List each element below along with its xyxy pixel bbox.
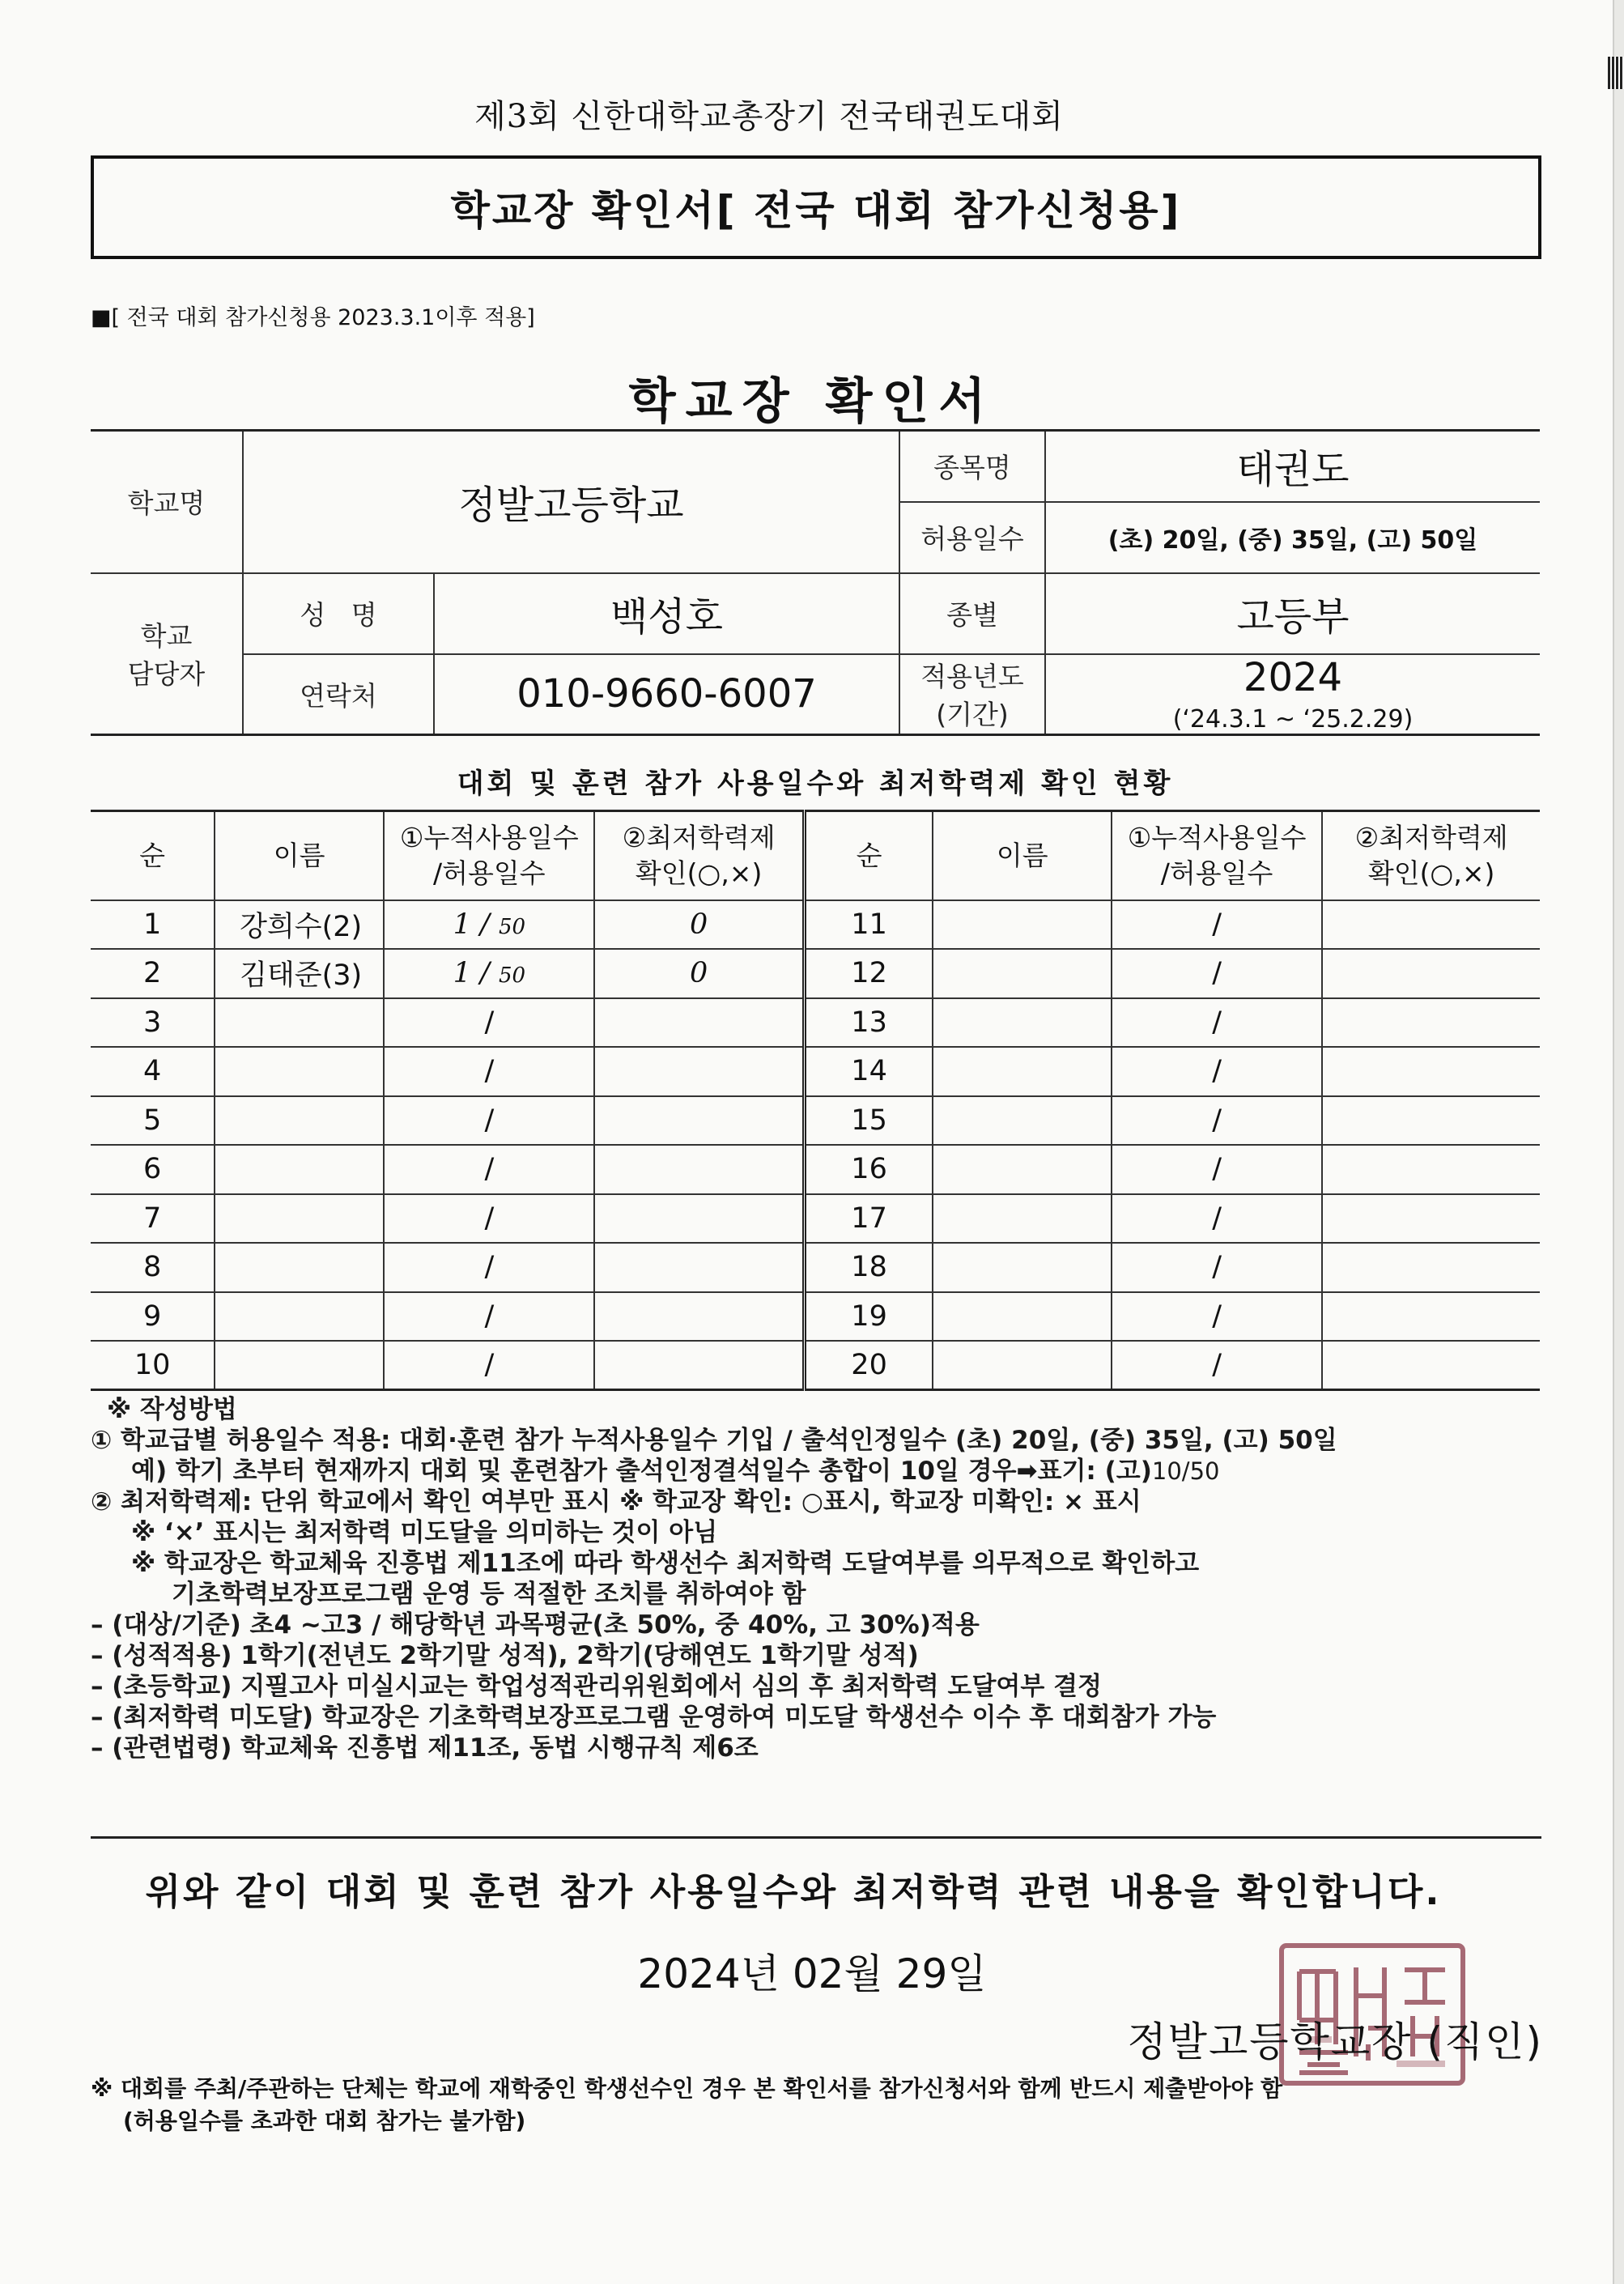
days-cell: / <box>384 1096 594 1146</box>
athlete-name <box>933 998 1112 1048</box>
instruction-line: ① 학교급별 허용일수 적용: 대회·훈련 참가 누적사용일수 기입 / 출석인정일수 (초) 20일, (중) 35일, (고) 50일 <box>91 1426 1337 1455</box>
row-no: 8 <box>91 1243 215 1292</box>
table-row <box>91 1047 1540 1096</box>
athlete-name <box>215 1292 384 1342</box>
allowed-days: 50 <box>498 963 526 989</box>
sport-value: 태권도 <box>1045 431 1540 502</box>
form-box-title: 학교장 확인서[ 전국 대회 참가신청용] <box>91 155 1541 259</box>
athlete-name <box>215 1341 384 1390</box>
row-no: 13 <box>804 998 933 1048</box>
athlete-name <box>215 1194 384 1244</box>
table-row <box>91 1145 1540 1194</box>
instruction-line: ② 최저학력제: 단위 학교에서 확인 여부만 표시 ※ 학교장 확인: ○표시, 학교장 미확인: × 표시 <box>91 1487 1141 1516</box>
header-name: 이름 <box>933 811 1112 900</box>
division-value: 고등부 <box>1045 573 1540 654</box>
confirmation-statement: 위와 같이 대회 및 훈련 참가 사용일수와 최저학력 관련 내용을 확인합니다. <box>145 1870 1442 1913</box>
header-no: 순 <box>91 811 215 900</box>
contact-group-label-2: 담당자 <box>127 658 206 691</box>
days-cell: / <box>1112 949 1322 998</box>
athlete-name: 김태준(3) <box>215 949 384 998</box>
footer-line: ※ 대회를 주최/주관하는 단체는 학교에 재학중인 학생선수인 경우 본 확인서를 참가신청서와 함께 반드시 제출받아야 함 <box>91 2075 1283 2102</box>
academic-check <box>1322 949 1540 998</box>
days-cell: / <box>1112 1145 1322 1194</box>
allow-days-value: (초) 20일, (중) 35일, (고) 50일 <box>1045 502 1540 573</box>
name-label: 성 명 <box>243 573 434 654</box>
contact-group-label <box>91 573 243 735</box>
division-label: 종별 <box>899 573 1045 654</box>
athlete-name <box>933 1292 1112 1342</box>
days-cell: / <box>1112 1194 1322 1244</box>
instruction-line: ※ ‘×’ 표시는 최저학력 미도달을 의미하는 것이 아님 <box>131 1518 718 1547</box>
row-no: 14 <box>804 1047 933 1096</box>
academic-check <box>1322 1096 1540 1146</box>
days-cell: / <box>1112 1243 1322 1292</box>
instruction-line: 예) 학기 초부터 현재까지 대회 및 훈련참가 출석인정결석일수 총합이 10일 경우➡표기: (고)10/50 <box>131 1457 1220 1486</box>
row-no: 7 <box>91 1194 215 1244</box>
academic-check <box>594 1145 804 1194</box>
table-row <box>91 998 1540 1048</box>
athlete-name <box>933 1145 1112 1194</box>
instruction-line: – (성적적용) 1학기(전년도 2학기말 성적), 2학기(당해연도 1학기말 성적) <box>91 1641 919 1670</box>
academic-check <box>594 1243 804 1292</box>
divider <box>91 1836 1541 1839</box>
instructions <box>91 1394 1548 1763</box>
table-row <box>91 949 1540 998</box>
table-row <box>91 1194 1540 1244</box>
allow-days-label: 허용일수 <box>899 502 1045 573</box>
athlete-name <box>933 949 1112 998</box>
header-days: ①누적사용일수 /허용일수 <box>384 811 594 900</box>
main-title: 학교장 확인서 <box>628 373 996 430</box>
table-row <box>91 1096 1540 1146</box>
used-days: 1 <box>453 957 471 990</box>
row-no: 10 <box>91 1341 215 1390</box>
academic-check <box>594 1341 804 1390</box>
roster-title: 대회 및 훈련 참가 사용일수와 최저학력제 확인 현황 <box>457 768 1174 800</box>
header-name: 이름 <box>215 811 384 900</box>
athlete-name <box>215 1047 384 1096</box>
row-no: 2 <box>91 949 215 998</box>
days-cell: / <box>384 1292 594 1342</box>
row-no: 12 <box>804 949 933 998</box>
instruction-line: – (최저학력 미도달) 학교장은 기초학력보장프로그램 운영하여 미도달 학생선수 이수 후 대회참가 가능 <box>91 1703 1217 1732</box>
row-no: 9 <box>91 1292 215 1342</box>
athlete-name: 강희수(2) <box>215 900 384 950</box>
school-label: 학교명 <box>91 431 243 573</box>
footer-line: (허용일수를 초과한 대회 참가는 불가함) <box>123 2107 526 2134</box>
row-no: 17 <box>804 1194 933 1244</box>
roster-table <box>91 810 1540 1391</box>
row-no: 18 <box>804 1243 933 1292</box>
row-no: 15 <box>804 1096 933 1146</box>
days-cell: / <box>1112 900 1322 950</box>
days-cell: / <box>1112 998 1322 1048</box>
phone-label: 연락처 <box>243 654 434 735</box>
contact-group-label-1: 학교 <box>140 620 193 653</box>
academic-check <box>1322 1292 1540 1342</box>
instruction-line: – (관련법령) 학교체육 진흥법 제11조, 동법 시행규칙 제6조 <box>91 1733 759 1763</box>
instruction-line: 기초학력보장프로그램 운영 등 적절한 조치를 취하여야 함 <box>172 1580 806 1609</box>
row-no: 4 <box>91 1047 215 1096</box>
academic-check <box>1322 900 1540 950</box>
athlete-name <box>933 1194 1112 1244</box>
days-cell: / <box>384 1194 594 1244</box>
year-label-2: (기간) <box>936 699 1009 731</box>
academic-check <box>594 1047 804 1096</box>
days-cell: / <box>1112 1096 1322 1146</box>
academic-check <box>1322 1194 1540 1244</box>
signer-name: 정발고등학교장 <box>1127 2018 1413 2065</box>
scan-marker <box>1608 57 1624 89</box>
athlete-name <box>933 1096 1112 1146</box>
contact-phone: 010-9660-6007 <box>434 654 899 735</box>
signer <box>1127 2010 1543 2068</box>
example-value: 10/50 <box>1151 1457 1220 1485</box>
contact-name: 백성호 <box>434 573 899 654</box>
days-cell: / <box>1112 1047 1322 1096</box>
instructions-heading: ※ 작성방법 <box>107 1395 237 1424</box>
days-cell: / <box>384 1047 594 1096</box>
days-cell: / <box>384 998 594 1048</box>
days-cell <box>384 949 594 998</box>
days-cell <box>384 900 594 950</box>
instruction-line: ※ 학교장은 학교체육 진흥법 제11조에 따라 학생선수 최저학력 도달여부를 의무적으로 확인하고 <box>131 1549 1200 1578</box>
days-cell: / <box>1112 1292 1322 1342</box>
table-row <box>91 1243 1540 1292</box>
row-no: 6 <box>91 1145 215 1194</box>
athlete-name <box>933 1243 1112 1292</box>
header-no: 순 <box>804 811 933 900</box>
seal-mark: (직인) <box>1426 2018 1543 2065</box>
footer-note <box>91 2073 1548 2137</box>
header-academic: ②최저학력제 확인(○,×) <box>594 811 804 900</box>
academic-check <box>1322 1243 1540 1292</box>
header-days: ①누적사용일수 /허용일수 <box>1112 811 1322 900</box>
academic-check <box>1322 1145 1540 1194</box>
event-title: 제3회 신한대학교총장기 전국태권도대회 <box>474 98 1064 135</box>
days-cell: / <box>384 1145 594 1194</box>
academic-check <box>594 1292 804 1342</box>
year-cell <box>1045 654 1540 735</box>
days-cell: / <box>384 1341 594 1390</box>
academic-check <box>594 998 804 1048</box>
days-cell: / <box>1112 1341 1322 1390</box>
sport-label: 종목명 <box>899 431 1045 502</box>
days-cell: / <box>384 1243 594 1292</box>
year-label <box>899 654 1045 735</box>
table-row <box>91 1341 1540 1390</box>
athlete-name <box>933 1341 1112 1390</box>
allowed-days: 50 <box>498 914 526 939</box>
athlete-name <box>215 1096 384 1146</box>
athlete-name <box>215 1243 384 1292</box>
year-value: 2024 <box>1243 654 1343 700</box>
row-no: 3 <box>91 998 215 1048</box>
confirmation-date: 2024년 02월 29일 <box>637 1950 987 1997</box>
academic-check <box>1322 1047 1540 1096</box>
row-no: 19 <box>804 1292 933 1342</box>
athlete-name <box>933 900 1112 950</box>
apply-note: ■[ 전국 대회 참가신청용 2023.3.1이후 적용] <box>91 305 535 330</box>
school-info-table <box>91 429 1540 736</box>
academic-check <box>594 1194 804 1244</box>
table-row <box>91 900 1540 950</box>
academic-check: 0 <box>594 900 804 950</box>
slash: / <box>480 957 490 990</box>
athlete-name <box>215 1145 384 1194</box>
instruction-line: – (초등학교) 지필고사 미실시교는 학업성적관리위원회에서 심의 후 최저학력 도달여부 결정 <box>91 1672 1102 1701</box>
athlete-name <box>215 998 384 1048</box>
header-academic: ②최저학력제 확인(○,×) <box>1322 811 1540 900</box>
table-row <box>91 1292 1540 1342</box>
row-no: 5 <box>91 1096 215 1146</box>
row-no: 1 <box>91 900 215 950</box>
athlete-name <box>933 1047 1112 1096</box>
academic-check <box>1322 1341 1540 1390</box>
academic-check <box>1322 998 1540 1048</box>
row-no: 11 <box>804 900 933 950</box>
row-no: 20 <box>804 1341 933 1390</box>
used-days: 1 <box>453 908 471 941</box>
instruction-line: – (대상/기준) 초4 ~고3 / 해당학년 과목평균(초 50%, 중 40%, 고 30%)적용 <box>91 1610 980 1640</box>
academic-check <box>594 1096 804 1146</box>
year-label-1: 적용년도 <box>920 661 1024 693</box>
school-name: 정발고등학교 <box>243 431 899 573</box>
row-no: 16 <box>804 1145 933 1194</box>
slash: / <box>480 908 490 941</box>
academic-check: 0 <box>594 949 804 998</box>
year-period: (‘24.3.1 ~ ‘25.2.29) <box>1172 704 1414 734</box>
